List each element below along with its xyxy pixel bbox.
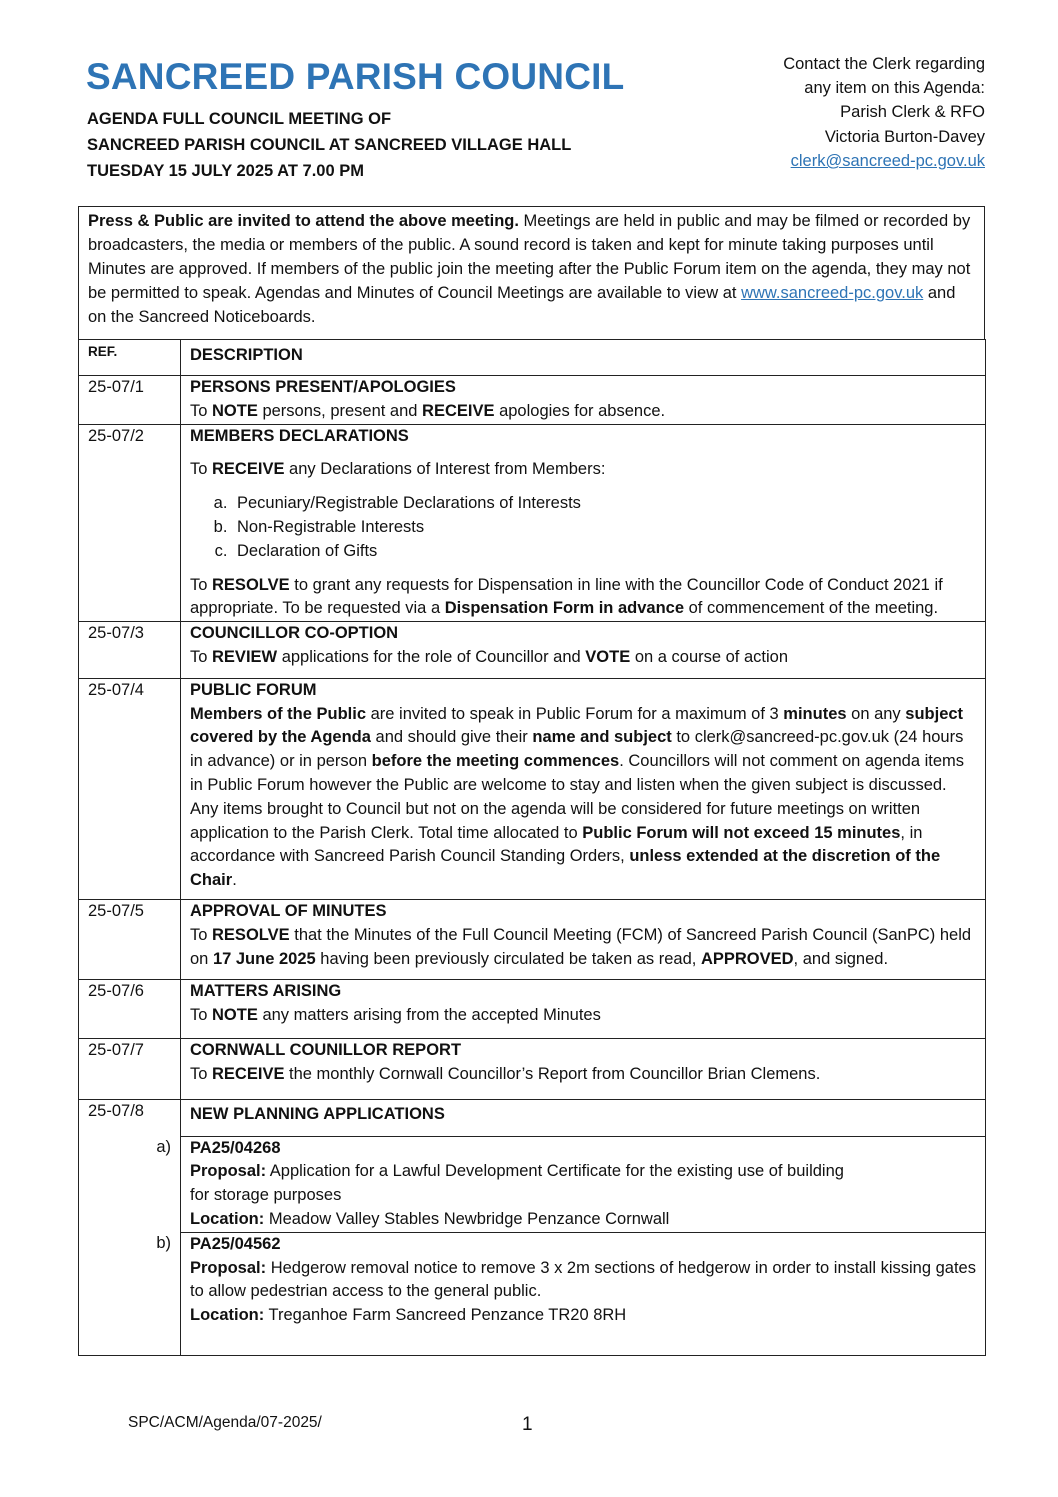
subheading-line-2: SANCREED PARISH COUNCIL AT SANCREED VILLAGE HALL <box>87 136 572 154</box>
public-notice-box <box>78 206 985 340</box>
notice-text-1: Meetings are held in public and may be filmed or recorded by broadcasters, the media or members of the public. A sound record is taken and kept for minute taking purposes until Minutes are approved. If members of the public join the meeting after the Public Forum item on the agenda, they may not be permitted to speak. Agendas and Minutes of Council Meetings are available to view at <box>88 212 971 302</box>
application-details <box>181 1136 986 1232</box>
item-ref: 25-07/5 <box>79 899 181 979</box>
item-ref: 25-07/4 <box>79 678 181 899</box>
council-title: SANCREED PARISH COUNCIL <box>86 56 625 97</box>
item-description <box>181 980 986 1039</box>
application-location: Location: Meadow Valley Stables Newbridge Penzance Cornwall <box>190 1209 670 1228</box>
item-description <box>181 899 986 979</box>
website-link[interactable]: www.sancreed-pc.gov.uk <box>741 284 924 302</box>
item-text: To RESOLVE that the Minutes of the Full Council Meeting (FCM) of Sancreed Parish Council (SanPC) held on 17 June 2025 having been previously circulated be taken as read, APPROVED, and signed. <box>190 925 972 968</box>
agenda-item-2 <box>79 424 986 622</box>
meeting-subheading <box>87 106 571 184</box>
item-description <box>181 1038 986 1099</box>
item-text: To NOTE persons, present and RECEIVE apologies for absence. <box>190 401 666 420</box>
page-number: 1 <box>522 1414 533 1435</box>
item-ref: 25-07/6 <box>79 980 181 1039</box>
agenda-item-8 <box>79 1099 986 1136</box>
agenda-item-3 <box>79 622 986 679</box>
item-title: PERSONS PRESENT/APOLOGIES <box>190 378 456 396</box>
item-text: To NOTE any matters arising from the accepted Minutes <box>190 1006 601 1025</box>
item-description <box>181 1099 986 1136</box>
item-description <box>181 424 986 622</box>
application-location: Location: Treganhoe Farm Sancreed Penzance TR20 8RH <box>190 1306 627 1325</box>
item-ref: 25-07/8 <box>79 1099 181 1136</box>
description-column-header: DESCRIPTION <box>181 340 986 376</box>
item-description <box>181 622 986 679</box>
planning-application-b <box>79 1232 986 1355</box>
contact-line-1: Contact the Clerk regarding <box>783 55 985 73</box>
item-title: PUBLIC FORUM <box>190 680 317 699</box>
application-proposal: Proposal: Hedgerow removal notice to remove 3 x 2m sections of hedgerow in order to install kissing gates to allow pedestrian access to the general public. <box>190 1258 976 1301</box>
item-title: MEMBERS DECLARATIONS <box>190 426 409 445</box>
item-ref: 25-07/7 <box>79 1038 181 1099</box>
application-code: PA25/04562 <box>190 1234 281 1253</box>
subheading-line-3: TUESDAY 15 JULY 2025 AT 7.00 PM <box>87 162 364 180</box>
application-code: PA25/04268 <box>190 1138 281 1157</box>
item-text: To RESOLVE to grant any requests for Dispensation in line with the Councillor Code of Conduct 2021 if appropriate. To be requested via a Dispensation Form in advance of commencement of the meeting. <box>190 575 943 618</box>
list-item: b. Non-Registrable Interests <box>232 516 976 540</box>
item-ref: 25-07/1 <box>79 376 181 425</box>
item-title: APPROVAL OF MINUTES <box>190 901 387 920</box>
agenda-item-7 <box>79 1038 986 1099</box>
item-ref: 25-07/3 <box>79 622 181 679</box>
document-reference: SPC/ACM/Agenda/07-2025/ <box>128 1414 322 1431</box>
planning-application-a <box>79 1136 986 1232</box>
contact-line-3: Parish Clerk & RFO <box>840 103 985 122</box>
table-header-row <box>79 340 986 376</box>
clerk-contact-block <box>783 52 985 173</box>
item-title: NEW PLANNING APPLICATIONS <box>190 1104 445 1123</box>
item-text: To RECEIVE any Declarations of Interest from Members: <box>190 460 606 479</box>
subheading-line-1: AGENDA FULL COUNCIL MEETING OF <box>87 110 392 128</box>
item-title: MATTERS ARISING <box>190 982 342 1001</box>
sub-item-letter: a) <box>79 1136 181 1232</box>
item-description <box>181 678 986 899</box>
ref-column-header: REF. <box>79 340 181 376</box>
declarations-list <box>190 492 976 563</box>
contact-line-2: any item on this Agenda: <box>804 79 985 98</box>
item-description <box>181 376 986 425</box>
item-text: Members of the Public are invited to speak in Public Forum for a maximum of 3 minutes on any subject covered by the Agenda and should give their name and subject to clerk@sancreed-pc.gov.uk (24 hours in advance) or in person before the meeting commences. Councillors will not comment on agenda items in Public Forum however the Public are welcome to stay and listen when the given subject is discussed. Any items brought to Council but not on the agenda will be considered for future meetings on written application to the Parish Clerk. Total time allocated to Public Forum will not exceed 15 minutes, in accordance with Sancreed Parish Council Standing Orders, unless extended at the discretion of the Chair. <box>190 704 965 890</box>
application-details <box>181 1232 986 1355</box>
agenda-table <box>78 339 986 1356</box>
notice-text-2: and on the Sancreed Noticeboards. <box>88 284 956 326</box>
agenda-item-5 <box>79 899 986 979</box>
application-proposal: Proposal: Application for a Lawful Development Certificate for the existing use of building for storage purposes <box>190 1162 844 1205</box>
agenda-item-1 <box>79 376 986 425</box>
item-ref: 25-07/2 <box>79 424 181 622</box>
agenda-item-6 <box>79 980 986 1039</box>
item-title: CORNWALL COUNILLOR REPORT <box>190 1040 462 1059</box>
contact-line-4: Victoria Burton-Davey <box>824 127 985 146</box>
item-title: COUNCILLOR CO-OPTION <box>190 624 399 643</box>
sub-item-letter: b) <box>79 1232 181 1355</box>
clerk-email-link[interactable]: clerk@sancreed-pc.gov.uk <box>790 151 985 170</box>
notice-bold-lead: Press & Public are invited to attend the above meeting. <box>88 212 519 230</box>
item-text: To REVIEW applications for the role of Councillor and VOTE on a course of action <box>190 647 788 666</box>
item-text: To RECEIVE the monthly Cornwall Councillor’s Report from Councillor Brian Clemens. <box>190 1064 821 1083</box>
agenda-item-4 <box>79 678 986 899</box>
list-item: a. Pecuniary/Registrable Declarations of Interests <box>232 492 976 516</box>
list-item: c. Declaration of Gifts <box>232 540 976 564</box>
